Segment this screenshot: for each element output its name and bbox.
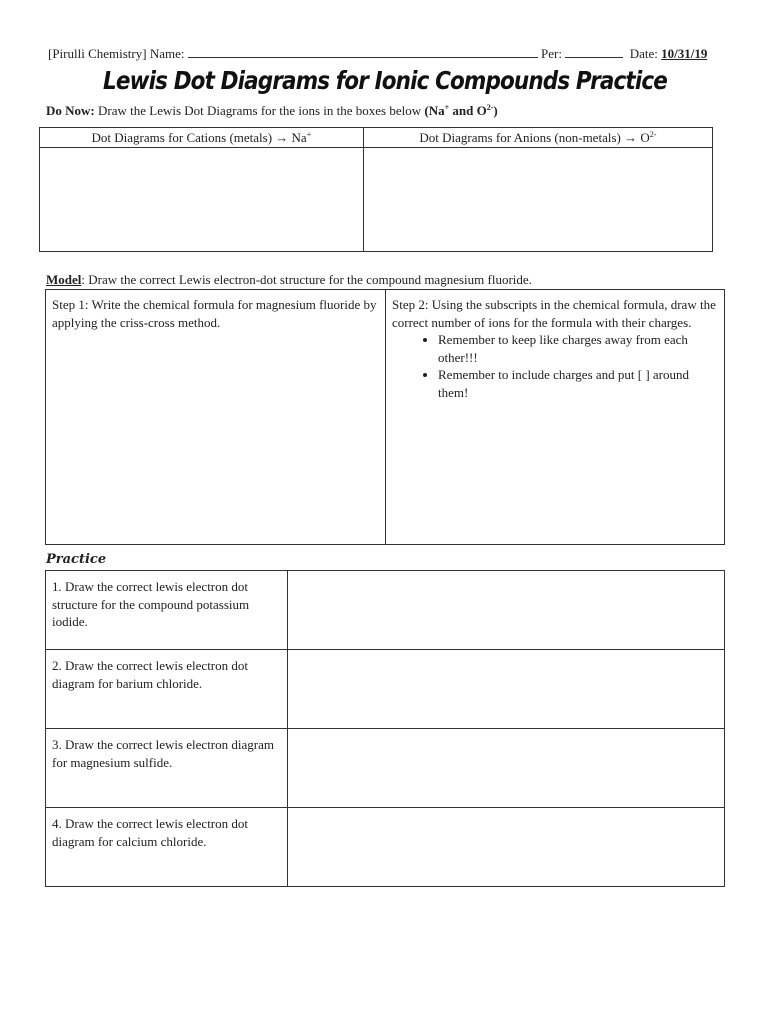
step2-reminders [392,331,718,401]
do-now-label: Do Now: [46,103,95,118]
practice-heading: Practice [46,552,107,567]
date-value: 10/31/19 [661,46,708,61]
do-now-text: Draw the Lewis Dot Diagrams for the ions in the boxes below [98,103,422,118]
question-3: 3. Draw the correct lewis electron diagram for magnesium sulfide. [46,729,288,808]
do-now-instructions [46,103,498,119]
name-blank [188,46,538,58]
question-1: 1. Draw the correct lewis electron dot structure for the compound potassium iodide. [46,571,288,650]
anions-header: Dot Diagrams for Anions (non-metals) → $O^{2-}$ [363,128,712,148]
answer-box-2[interactable] [288,650,725,729]
model-label: Model [46,272,82,287]
answer-box-4[interactable] [288,808,725,887]
do-now-ions: (Na+ and $O^{2-}$) [424,103,498,118]
answer-box-1[interactable] [288,571,725,650]
course-name-label: [Pirulli Chemistry] Name: [48,46,185,61]
table-row [46,650,725,729]
worksheet-header [48,46,720,62]
step1-text: Step 1: Write the chemical formula for magnesium fluoride by applying the criss-cross method. [52,297,377,330]
model-instructions [46,272,532,288]
answer-box-3[interactable] [288,729,725,808]
table-row [46,808,725,887]
table-row [46,729,725,808]
model-steps-table [45,289,725,545]
reminder-item: • Remember to keep like charges away from each other!!! [438,331,718,366]
reminder-item: • Remember to include charges and put [ ] around them! [438,366,718,401]
page-title: Lewis Dot Diagrams for Ionic Compounds Practice [103,66,667,95]
model-text: : Draw the correct Lewis electron-dot structure for the compound magnesium fluoride. [81,272,532,287]
period-blank [565,46,623,58]
date-label: Date: [629,46,658,61]
step2-box[interactable] [386,290,725,545]
anion-answer-box[interactable] [363,148,712,252]
step1-box[interactable] [46,290,386,545]
question-4: 4. Draw the correct lewis electron dot diagram for calcium chloride. [46,808,288,887]
step2-text: Step 2: Using the subscripts in the chemical formula, draw the correct number of ions for the formula with their charges. [392,297,716,330]
cation-answer-box[interactable] [40,148,364,252]
cations-header: Dot Diagrams for Cations (metals) → Na+ [40,128,364,148]
period-label: Per: [540,46,562,61]
table-row [46,571,725,650]
practice-table [45,570,725,887]
ion-diagram-table [39,127,713,252]
question-2: 2. Draw the correct lewis electron dot diagram for barium chloride. [46,650,288,729]
